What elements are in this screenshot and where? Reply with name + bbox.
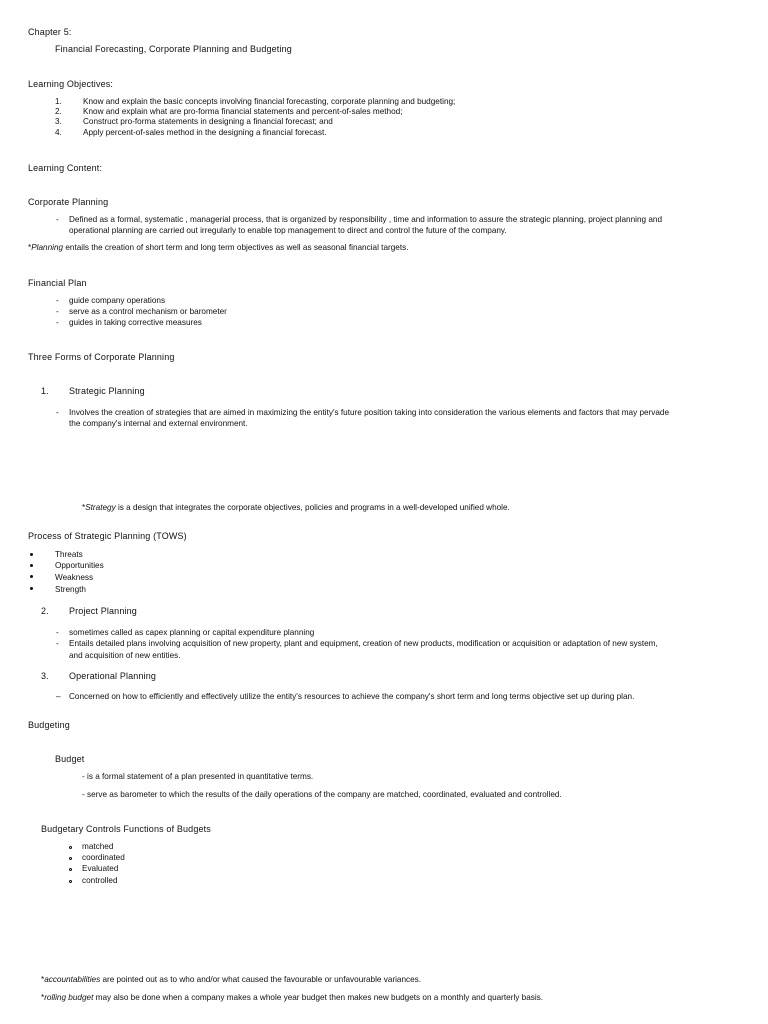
objective-number: 3.	[55, 117, 62, 126]
budgeting-heading: Budgeting	[28, 720, 70, 730]
dash-bullet: -	[56, 296, 59, 305]
strategic-planning-number: 1.	[41, 386, 49, 396]
planning-note: *Planning entails the creation of short term and long term objectives as well as seasonal financial targets.	[28, 243, 409, 252]
objective-number: 2.	[55, 107, 62, 116]
bullet-icon	[30, 553, 33, 556]
dash-bullet: –	[56, 692, 61, 701]
dash-bullet: -	[56, 628, 59, 637]
tows-heading: Process of Strategic Planning (TOWS)	[28, 531, 187, 541]
objective-text: Apply percent-of-sales method in the designing a financial forecast.	[83, 128, 327, 137]
dash-bullet: -	[56, 408, 59, 417]
strategic-planning-line: the company's internal and external environment.	[69, 419, 248, 428]
objective-number: 4.	[55, 128, 62, 137]
budget-definition: - is a formal statement of a plan presented in quantitative terms.	[82, 772, 314, 781]
circle-bullet-icon	[69, 880, 72, 883]
budget-definition: - serve as barometer to which the results of the daily operations of the company are matched, coordinated, evaluated and controlled.	[82, 790, 562, 799]
circle-bullet-icon	[69, 857, 72, 860]
tows-item: Weakness	[55, 573, 94, 582]
circle-bullet-icon	[69, 846, 72, 849]
bullet-icon	[30, 564, 33, 567]
learning-content-heading: Learning Content:	[28, 163, 103, 173]
corporate-planning-definition-line: operational planning are carried out irregularly to enable top management to direct and control the future of the company.	[69, 226, 507, 235]
objective-number: 1.	[55, 97, 62, 106]
tows-item: Threats	[55, 550, 83, 559]
accountabilities-note: *accountabilities are pointed out as to who and/or what caused the favourable or unfavourable variances.	[41, 975, 422, 984]
three-forms-heading: Three Forms of Corporate Planning	[28, 352, 175, 362]
budget-function-item: coordinated	[82, 853, 125, 862]
operational-planning-heading: Operational Planning	[69, 671, 157, 681]
strategy-note: *Strategy is a design that integrates the corporate objectives, policies and programs in a well-developed unified whole.	[82, 503, 510, 512]
corporate-planning-heading: Corporate Planning	[28, 197, 109, 207]
tows-item: Opportunities	[55, 561, 104, 570]
dash-bullet: -	[56, 215, 59, 224]
corporate-planning-definition-line: Defined as a formal, systematic , managerial process, that is organized by responsibility , time and information to assure the strategic planning, project planning and	[69, 215, 662, 224]
strategic-planning-line: Involves the creation of strategies that are aimed in maximizing the entity's future position taking into consideration the various elements and factors that may pervade	[69, 408, 670, 417]
operational-planning-number: 3.	[41, 671, 49, 681]
budget-function-item: controlled	[82, 876, 118, 885]
rolling-budget-note: *rolling budget may also be done when a company makes a whole year budget then makes new budgets on a monthly and quarterly basis.	[41, 993, 544, 1002]
chapter-label: Chapter 5:	[28, 27, 72, 37]
financial-plan-item: serve as a control mechanism or barometer	[69, 307, 227, 316]
project-planning-item: sometimes called as capex planning or capital expenditure planning	[69, 628, 315, 637]
objective-text: Know and explain the basic concepts involving financial forecasting, corporate planning and budgeting;	[83, 97, 456, 106]
objective-text: Construct pro-forma statements in designing a financial forecast; and	[83, 117, 333, 126]
learning-objectives-heading: Learning Objectives:	[28, 79, 114, 89]
dash-bullet: -	[56, 318, 59, 327]
project-planning-line: and acquisition of new entities.	[69, 651, 181, 660]
budget-heading: Budget	[55, 754, 85, 764]
project-planning-heading: Project Planning	[69, 606, 137, 616]
operational-planning-text: Concerned on how to efficiently and effectively utilize the entity's resources to achieve the company's short term and long terms objective set up during plan.	[69, 692, 635, 701]
financial-plan-heading: Financial Plan	[28, 278, 87, 288]
budget-function-item: matched	[82, 842, 114, 851]
document-title: Financial Forecasting, Corporate Planning and Budgeting	[55, 44, 292, 54]
bullet-icon	[30, 575, 33, 578]
dash-bullet: -	[56, 639, 59, 648]
project-planning-line: Entails detailed plans involving acquisition of new property, plant and equipment, creation of new products, modification or acquisition or adaptation of new system,	[69, 639, 658, 648]
project-planning-number: 2.	[41, 606, 49, 616]
objective-text: Know and explain what are pro-forma financial statements and percent-of-sales method;	[83, 107, 403, 116]
tows-item: Strength	[55, 585, 86, 594]
circle-bullet-icon	[69, 868, 72, 871]
bullet-icon	[30, 587, 33, 590]
strategic-planning-heading: Strategic Planning	[69, 386, 145, 396]
dash-bullet: -	[56, 307, 59, 316]
budgetary-controls-heading: Budgetary Controls Functions of Budgets	[41, 824, 211, 834]
financial-plan-item: guides in taking corrective measures	[69, 318, 202, 327]
budget-function-item: Evaluated	[82, 864, 119, 873]
financial-plan-item: guide company operations	[69, 296, 166, 305]
